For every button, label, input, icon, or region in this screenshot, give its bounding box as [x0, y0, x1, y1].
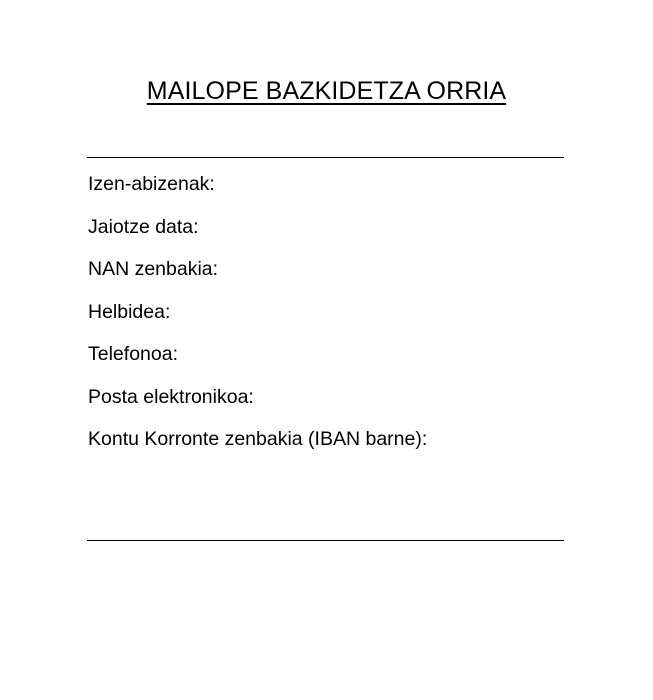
field-bank-account-label: Kontu Korronte zenbakia (IBAN barne):: [88, 428, 428, 450]
field-phone-label: Telefonoa:: [88, 343, 178, 365]
form-title: MAILOPE BAZKIDETZA ORRIA: [146, 77, 507, 105]
field-id-number-label: NAN zenbakia:: [88, 258, 219, 280]
field-full-name-label: Izen-abizenak:: [88, 173, 215, 195]
field-list: [88, 172, 427, 470]
top-divider: [87, 157, 564, 158]
bottom-divider: [87, 540, 564, 541]
field-address-label: Helbidea:: [88, 300, 171, 323]
field-birth-date-label: Jaiotze data:: [88, 215, 199, 238]
field-email-label: Posta elektronikoa:: [88, 385, 254, 408]
